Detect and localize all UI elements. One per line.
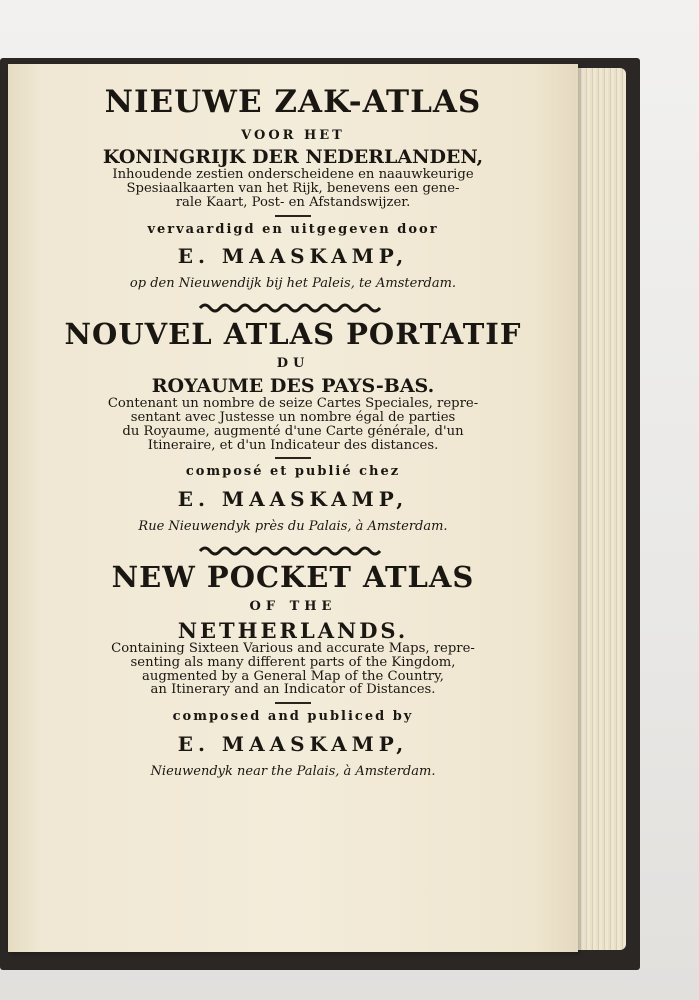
french-address: Rue Nieuwendyk près du Palais, à Amsterdam. <box>138 519 448 535</box>
description-line: rale Kaart, Post- en Afstandswijzer. <box>175 194 411 210</box>
french-byline: composé et publié chez <box>185 464 401 480</box>
divider-rule <box>275 215 311 217</box>
english-byline: composed and publiced by <box>172 709 414 725</box>
french-publisher: E. MAASKAMP, <box>177 487 409 512</box>
description-line: du Royaume, augmenté d'une Carte générale, d'un <box>122 423 464 439</box>
english-description <box>33 642 553 697</box>
french-title: NOUVEL ATLAS PORTATIF <box>64 316 522 351</box>
dutch-title: NIEUWE ZAK-ATLAS <box>104 84 482 120</box>
french-description <box>33 397 553 452</box>
english-publisher: E. MAASKAMP, <box>177 731 409 756</box>
french-subtitle: DU <box>276 356 310 372</box>
divider-rule <box>275 457 311 459</box>
wave-ornament-icon <box>198 303 388 313</box>
dutch-address: op den Nieuwendijk bij het Paleis, te Amsterdam. <box>129 276 457 292</box>
english-section <box>33 559 553 779</box>
description-line: Spesiaalkaarten van het Rijk, benevens een gene- <box>126 180 460 196</box>
description-line: an Itinerary and an Indicator of Distances. <box>150 682 436 698</box>
dutch-subtitle: VOOR HET <box>241 127 345 143</box>
dutch-byline: vervaardigd en uitgegeven door <box>147 221 439 237</box>
wave-ornament-icon <box>198 546 388 556</box>
title-page-text <box>8 64 578 779</box>
english-subtitle: OF THE <box>249 599 337 615</box>
french-section <box>33 316 553 535</box>
description-line: augmented by a General Map of the Country, <box>142 668 444 684</box>
english-realm: NETHERLANDS. <box>177 617 409 643</box>
dutch-section <box>33 86 553 291</box>
description-line: Containing Sixteen Various and accurate Maps, repre- <box>111 640 475 656</box>
divider-rule <box>275 702 311 704</box>
description-line: Inhoudende zestien onderscheidene en naauwkeurige <box>112 167 474 183</box>
description-line: Itineraire, et d'un Indicateur des distances. <box>147 437 439 453</box>
french-realm: ROYAUME DES PAYS-BAS. <box>151 375 435 398</box>
description-line: senting als many different parts of the Kingdom, <box>130 654 456 670</box>
description-line: sentant avec Justesse un nombre égal de parties <box>130 409 456 425</box>
english-address: Nieuwendyk near the Palais, à Amsterdam. <box>150 763 436 779</box>
english-title: NEW POCKET ATLAS <box>111 559 475 594</box>
dutch-description <box>33 168 553 210</box>
dutch-publisher: E. MAASKAMP, <box>177 244 409 269</box>
dutch-realm: KONINGRIJK DER NEDERLANDEN, <box>102 146 484 169</box>
description-line: Contenant un nombre de seize Cartes Speciales, repre- <box>107 396 479 411</box>
